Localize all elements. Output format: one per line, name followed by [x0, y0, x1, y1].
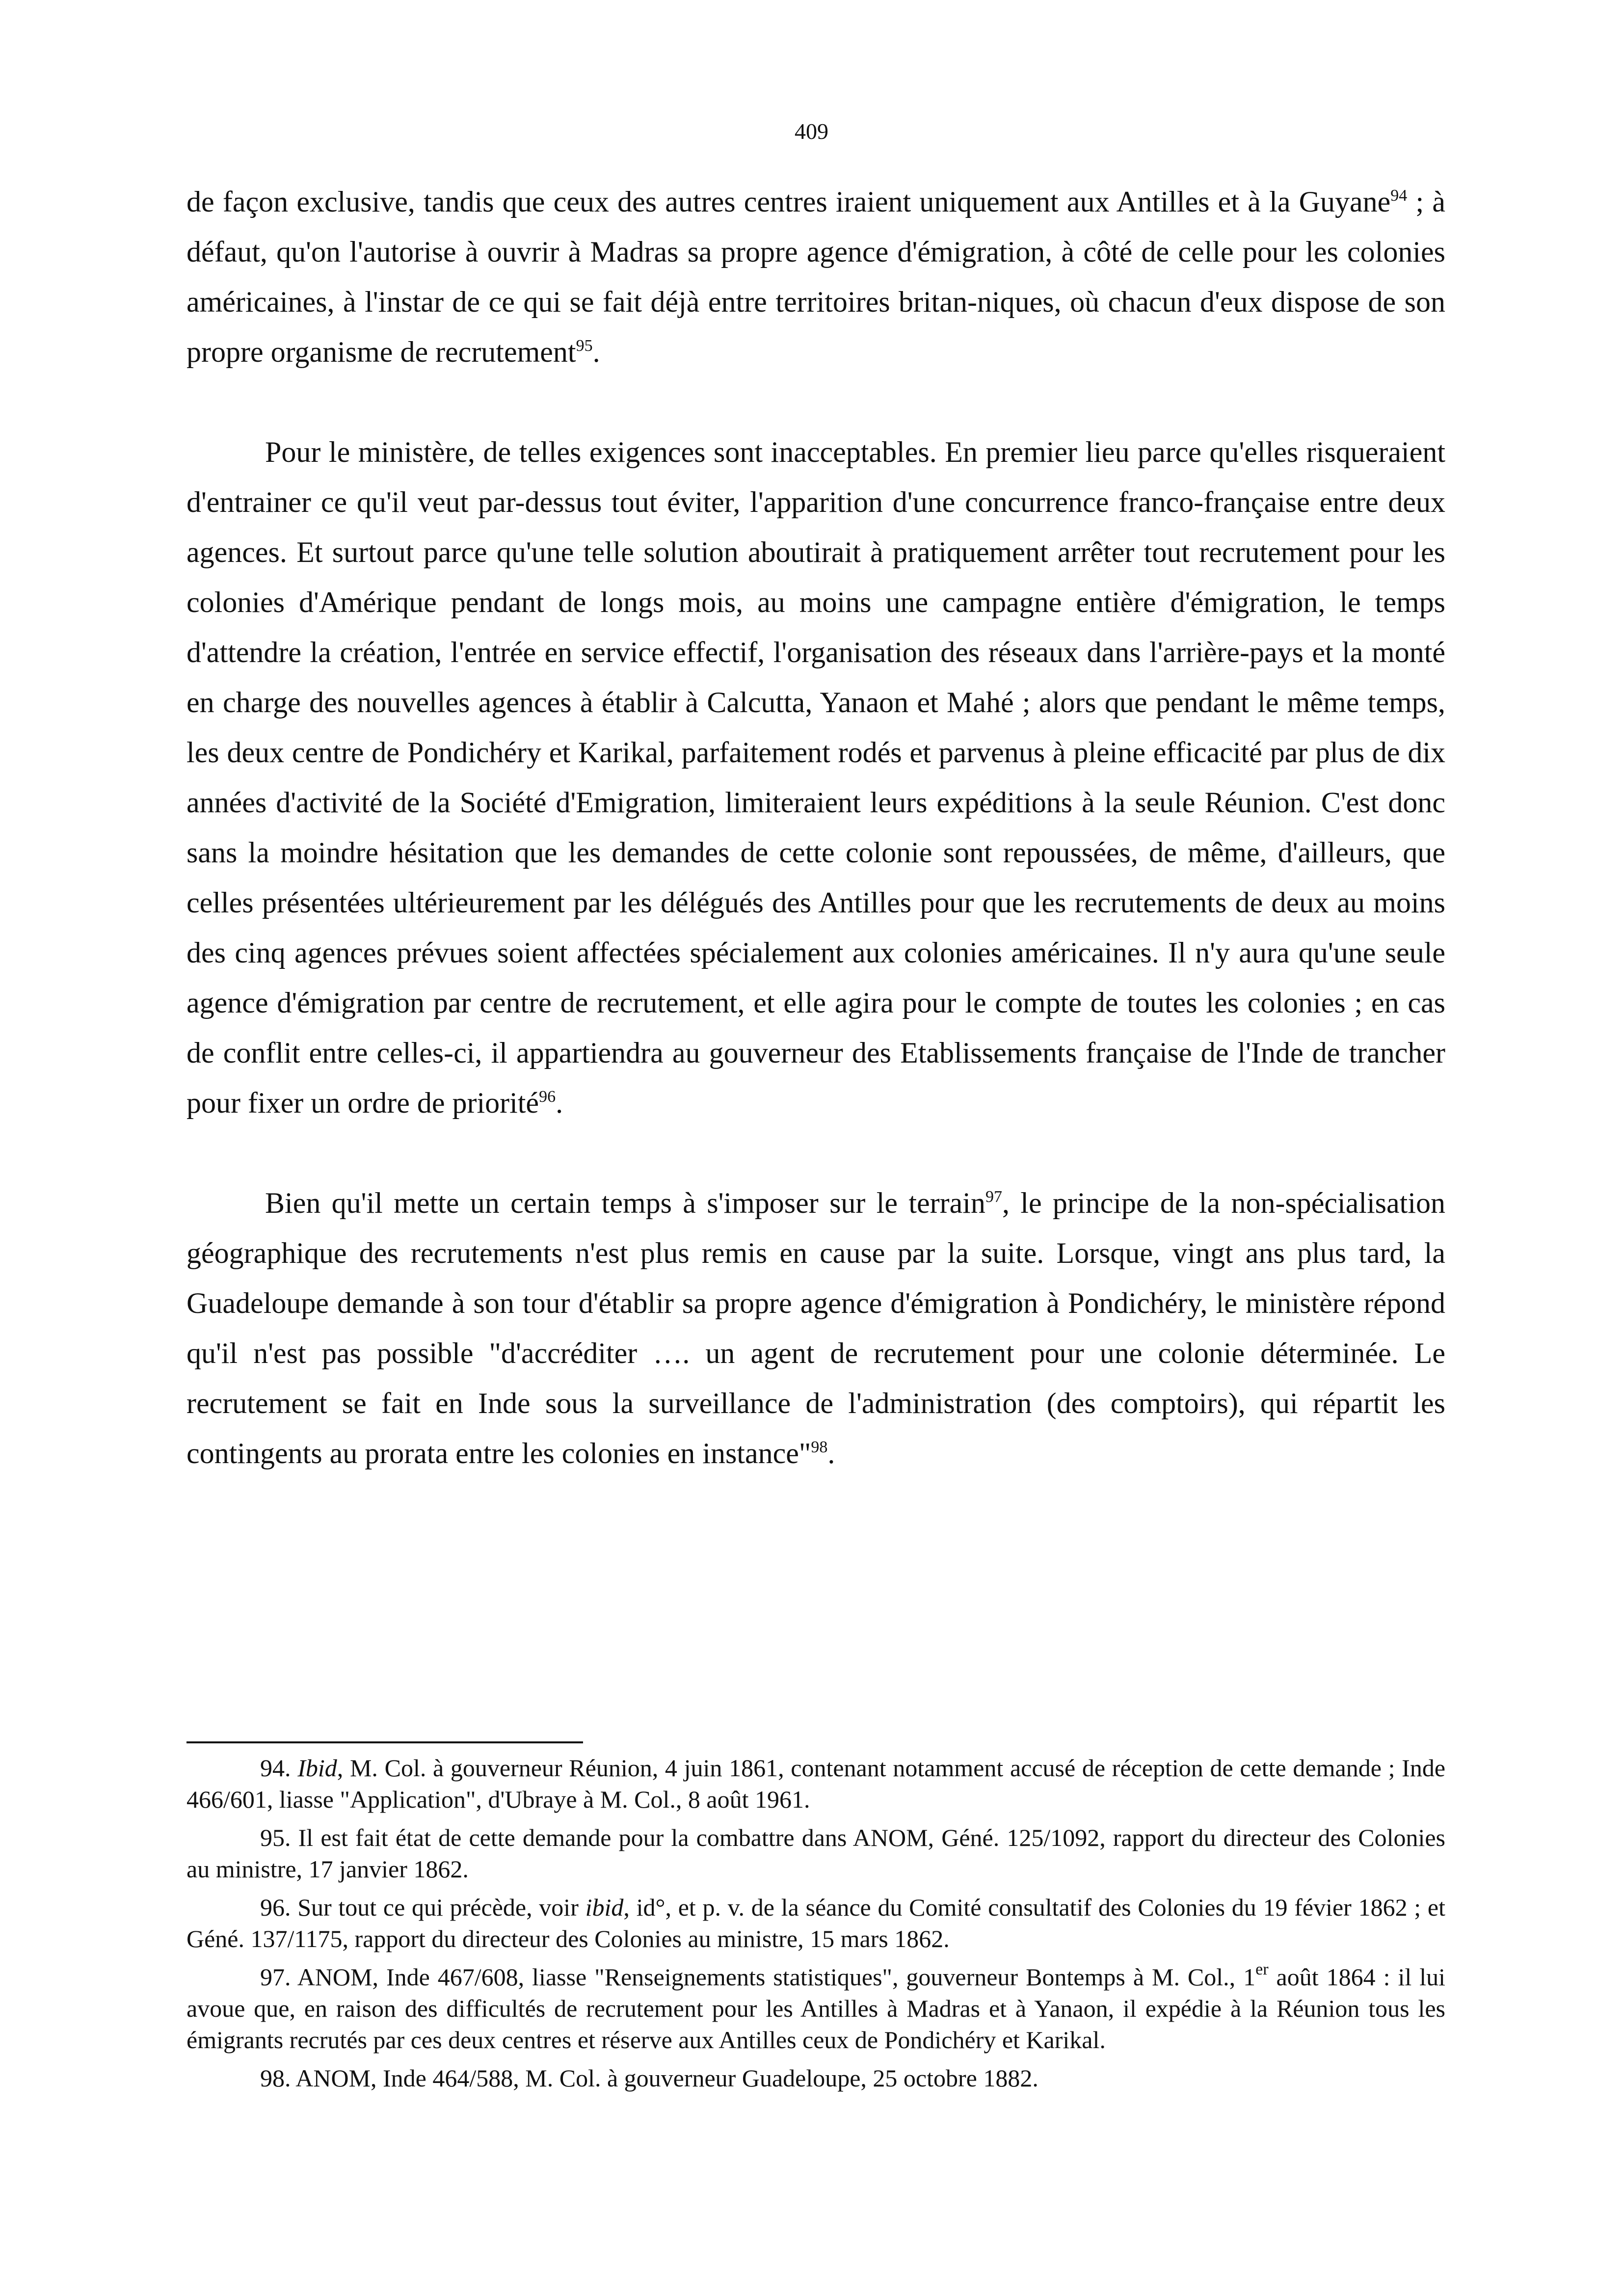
footnote-97-text-b: août 1864 : il lui avoue que, en raison des difficultés de recrutement pour les Antilles à Madras et à Yanaon, il expédie à la Réunion tous les émigrants recrutés par ces deux centres et réserve aux Antilles ceux de Pondichéry et Karikal.: [186, 1963, 1445, 2054]
footnote-96: [186, 1892, 1445, 1954]
paragraph-3: [186, 1178, 1445, 1478]
paragraph-2-text-b: .: [556, 1087, 563, 1119]
footnote-ref-97[interactable]: 97: [985, 1188, 1002, 1206]
footnote-ref-96[interactable]: 96: [539, 1088, 556, 1106]
footnote-94-italic: Ibid: [297, 1754, 337, 1782]
paragraph-2: [186, 427, 1445, 1128]
footnote-ref-95[interactable]: 95: [576, 337, 593, 355]
page-number: 409: [795, 119, 828, 144]
footnote-96-text-b: , id°, et p. v. de la séance du Comité consultatif des Colonies du 19 févier 1862 ; et Géné. 137/1175, rapport du directeur des Colonies au ministre, 15 mars 1862.: [186, 1894, 1445, 1952]
footnote-96-italic: ibid: [585, 1894, 624, 1921]
paragraph-1-text-b: ; à défaut, qu'on l'autorise à ouvrir à Madras sa propre agence d'émigration, à côté de celle pour les colonies américaines, à l'instar de ce qui se fait déjà entre territoires britan-niques, où chacun d'eux dispose de son propre organisme de recrutement: [186, 186, 1445, 368]
paragraph-3-text-c: .: [827, 1437, 835, 1469]
paragraph-2-text-a: Pour le ministère, de telles exigences sont inacceptables. En premier lieu parce qu'elles risqueraient d'entrainer ce qu'il veut par-dessus tout éviter, l'apparition d'une concurrence franco-française entre deux agences. Et surtout parce qu'une telle solution aboutirait à pratiquement arrêter tout recrutement pour les colonies d'Amérique pendant de longs mois, au moins une campagne entière d'émigration, le temps d'attendre la création, l'entrée en service effectif, l'organisation des réseaux dans l'arrière-pays et la monté en charge des nouvelles agences à établir à Calcutta, Yanaon et Mahé ; alors que pendant le même temps, les deux centre de Pondichéry et Karikal, parfaitement rodés et parvenus à pleine efficacité par plus de dix années d'activité de la Société d'Emigration, limiteraient leurs expéditions à la seule Réunion. C'est donc sans la moindre hésitation que les demandes de cette colonie sont repoussées, de même, d'ailleurs, que celles présentées ultérieurement par les délégués des Antilles pour que les recrutements de deux au moins des cinq agences prévues soient affectées spécialement aux colonies américaines. Il n'y aura qu'une seule agence d'émigration par centre de recrutement, et elle agira pour le compte de toutes les colonies ; en cas de conflit entre celles-ci, il appartiendra au gouverneur des Etablissements française de l'Inde de trancher pour fixer un ordre de priorité: [186, 436, 1445, 1119]
paragraph-3-text-b: , le principe de la non-spécialisation géographique des recrutements n'est plus remis en cause par la suite. Lorsque, vingt ans plus tard, la Guadeloupe demande à son tour d'établir sa propre agence d'émigration à Pondichéry, le ministère répond qu'il n'est pas possible "d'accréditer …. un agent de recrutement pour une colonie déterminée. Le recrutement se fait en Inde sous la surveillance de l'administration (des comptoirs), qui répartit les contingents au prorata entre les colonies en instance": [186, 1187, 1445, 1469]
footnote-separator: [186, 1741, 583, 1743]
footnote-94: [186, 1752, 1445, 1815]
paragraph-1: [186, 177, 1445, 377]
footnote-98: 98. ANOM, Inde 464/588, M. Col. à gouverneur Guadeloupe, 25 octobre 1882.: [260, 2064, 1038, 2092]
paragraph-1-text-a: de façon exclusive, tandis que ceux des autres centres iraient uniquement aux Antilles et à la Guyane: [186, 186, 1391, 218]
paragraph-3-text-a: Bien qu'il mette un certain temps à s'imposer sur le terrain: [265, 1187, 985, 1219]
footnote-94-text: , M. Col. à gouverneur Réunion, 4 juin 1861, contenant notamment accusé de réception de cette demande ; Inde 466/601, liasse "Application", d'Ubraye à M. Col., 8 août 1961.: [186, 1754, 1446, 1813]
footnote-97: [186, 1961, 1445, 2056]
footnotes: [186, 1752, 1445, 2101]
footnote-97-text-a: 97. ANOM, Inde 467/608, liasse "Renseignements statistiques", gouverneur Bontemps à M. Col., 1: [260, 1963, 1256, 1991]
paragraph-gap: [186, 1128, 1445, 1178]
footnote-ref-98[interactable]: 98: [811, 1438, 828, 1456]
footnote-97-superscript: er: [1255, 1960, 1269, 1978]
footnote-95: 95. Il est fait état de cette demande pour la combattre dans ANOM, Géné. 125/1092, rapport du directeur des Colonies au ministre, 17 janvier 1862.: [186, 1824, 1445, 1883]
paragraph-gap: [186, 377, 1445, 427]
footnote-96-text-a: 96. Sur tout ce qui précède, voir: [260, 1894, 585, 1921]
footnote-ref-94[interactable]: 94: [1390, 187, 1408, 205]
paragraph-1-text-c: .: [592, 336, 600, 368]
footnote-94-number: 94.: [260, 1754, 298, 1782]
body-text: [186, 177, 1445, 1478]
